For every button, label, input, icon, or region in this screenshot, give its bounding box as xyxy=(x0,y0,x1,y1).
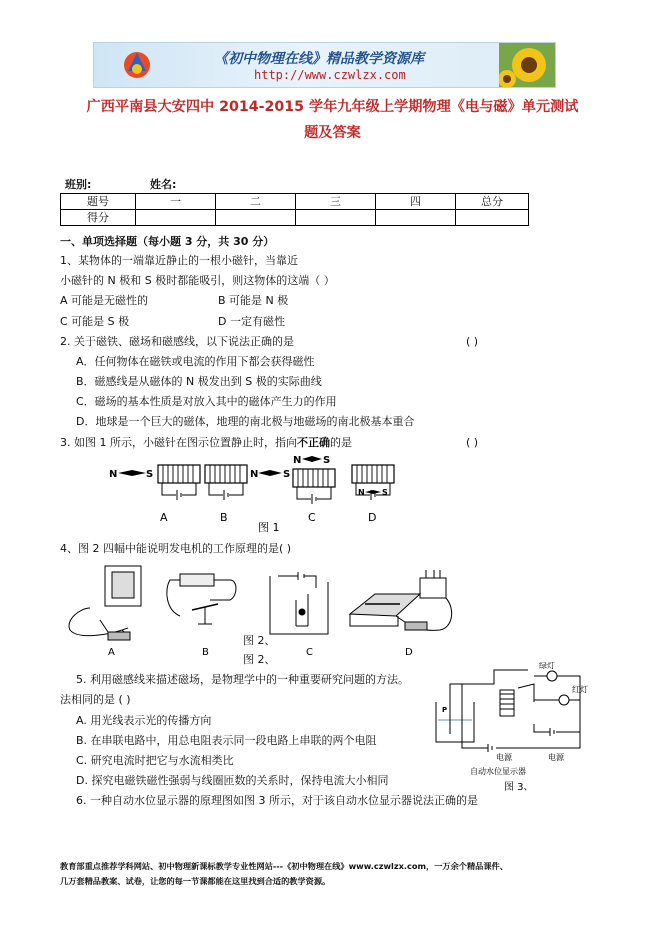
needle-s-label: S xyxy=(323,455,331,466)
figure-1 xyxy=(100,455,420,535)
green-lamp-label: 绿灯 xyxy=(539,662,555,670)
document-title xyxy=(40,94,625,146)
fig2-option-a xyxy=(69,566,141,640)
score-cell[interactable] xyxy=(216,210,296,226)
title-line-2: 题及答案 xyxy=(304,125,361,141)
site-logo-icon xyxy=(122,49,152,81)
score-cell[interactable] xyxy=(456,210,529,226)
fig2-label-b: B xyxy=(202,647,209,658)
section-heading: 一、单项选择题（每小题 3 分，共 30 分） xyxy=(60,235,275,248)
compass-needle-icon xyxy=(365,490,381,494)
needle-s-label: S xyxy=(382,488,388,497)
q1-stem-line2: 小磁针的 N 极和 S 极时都能吸引，则这物体的这端（ ） xyxy=(60,274,335,287)
q1-option-d: D 一定有磁性 xyxy=(218,315,285,328)
banner-url[interactable]: http://www.czwlzx.com xyxy=(254,68,406,82)
header-cell: 题号 xyxy=(61,194,136,210)
needle-n-label: N xyxy=(293,455,302,466)
q5-stem-line2: 法相同的是 ( ) xyxy=(60,693,131,706)
footer-line-1: 教育部重点推荐学科网站、初中物理新课标教学专业性网站---《初中物理在线》www.czwlzx.com，一万余个精品课件、 xyxy=(60,861,508,871)
q3-stem-pre: 3. 如图 1 所示，小磁针在图示位置静止时，指向 xyxy=(60,436,297,449)
q2-option-a: A．任何物体在磁铁或电流的作用下都会获得磁性 xyxy=(76,355,315,368)
red-lamp-label: 红灯 xyxy=(572,685,588,694)
needle-n-label: N xyxy=(109,469,118,480)
fig2-label-a: A xyxy=(108,647,115,658)
q4-stem: 4、图 2 四幅中能说明发电机的工作原理的是( ) xyxy=(60,542,292,555)
fig1-option-d xyxy=(352,465,394,524)
needle-n-label: N xyxy=(250,469,259,480)
q3-stem-emphasis: 不正确 xyxy=(296,436,330,449)
q2-option-b: B．磁感线是从磁体的 N 极发出到 S 极的实际曲线 xyxy=(76,375,322,388)
figure-1-caption: 图 1 xyxy=(258,521,280,534)
figure-2-caption-repeat: 图 2、 xyxy=(243,653,276,666)
header-banner xyxy=(93,42,556,88)
needle-s-label: S xyxy=(283,469,291,480)
header-cell: 一 xyxy=(136,194,216,210)
header-cell: 二 xyxy=(216,194,296,210)
fig2-label-d: D xyxy=(405,647,413,658)
needle-n-label: N xyxy=(358,488,365,497)
banner-slogan: 《初中物理在线》精品教学资源库 xyxy=(214,51,424,67)
score-cell[interactable] xyxy=(296,210,376,226)
q1-option-b: B 可能是 N 极 xyxy=(218,294,289,307)
q1-stem-line1: 1、某物体的一端靠近静止的一根小磁针，当靠近 xyxy=(60,254,298,267)
q2-answer-paren: ( ) xyxy=(466,335,479,348)
q5-stem-line1: 5. 利用磁感线来描述磁场，是物理学中的一种重要研究问题的方法。 xyxy=(76,673,409,686)
fig2-option-d xyxy=(350,570,452,630)
fig2-option-b xyxy=(167,574,236,624)
header-cell: 四 xyxy=(376,194,456,210)
q2-stem: 2. 关于磁铁、磁场和磁感线，以下说法正确的是 xyxy=(60,335,294,348)
q2-option-c: C．磁场的基本性质是对放入其中的磁体产生力的作用 xyxy=(76,395,337,408)
figure-2-caption: 图 2、 xyxy=(243,634,276,647)
title-line-1: 广西平南县大安四中 2014-2015 学年九年级上学期物理《电与磁》单元测试 xyxy=(86,99,579,115)
footer-line-2: 几万套精品教案、试卷，让您的每一节课都能在这里找到合适的教学资源。 xyxy=(60,876,331,886)
power-source-1-label: 电源 xyxy=(496,753,512,762)
figure-3 xyxy=(430,662,600,792)
fig1-option-c xyxy=(293,455,335,524)
name-label: 姓名: xyxy=(150,178,177,191)
fig1-label-d: D xyxy=(368,511,377,524)
page-footer xyxy=(60,859,508,889)
header-cell: 总分 xyxy=(456,194,529,210)
compass-needle-icon xyxy=(302,456,322,462)
q1-option-c: C 可能是 S 极 xyxy=(60,315,130,328)
q2-option-d: D．地球是一个巨大的磁体，地理的南北极与地磁场的南北极基本重合 xyxy=(76,415,415,428)
q6-stem: 6. 一种自动水位显示器的原理图如图 3 所示，对于该自动水位显示器说法正确的是 xyxy=(76,794,478,807)
fig2-option-c xyxy=(270,572,328,634)
q5-option-d: D. 探究电磁铁磁性强弱与线圈匝数的关系时，保持电流大小相同 xyxy=(76,774,389,787)
compass-needle-icon xyxy=(118,470,146,476)
class-label: 班别: xyxy=(65,178,92,191)
fig1-option-b xyxy=(205,465,290,524)
score-table-header-row xyxy=(61,194,529,210)
q5-option-c: C. 研究电流时把它与水流相类比 xyxy=(76,754,234,767)
q3-answer-paren: ( ) xyxy=(466,436,479,449)
svg-text:P: P xyxy=(442,706,448,714)
score-table-score-row xyxy=(61,210,529,226)
power-source-2-label: 电源 xyxy=(548,753,564,762)
score-cell[interactable] xyxy=(136,210,216,226)
figure-3-caption: 图 3、 xyxy=(504,782,534,792)
row-label-cell: 得分 xyxy=(61,210,136,226)
fig1-label-c: C xyxy=(308,511,316,524)
sunflower-icon xyxy=(499,43,555,87)
q5-option-a: A. 用光线表示光的传播方向 xyxy=(76,714,212,727)
header-cell: 三 xyxy=(296,194,376,210)
fig2-label-c: C xyxy=(306,647,313,658)
fig1-option-a xyxy=(109,465,200,524)
q3-stem-post: 的是 xyxy=(329,436,352,449)
q5-option-b: B. 在串联电路中，用总电阻表示同一段电路上串联的两个电阻 xyxy=(76,734,377,747)
device-name-label: 自动水位显示器 xyxy=(470,767,526,776)
compass-needle-icon xyxy=(258,470,282,476)
fig1-label-b: B xyxy=(220,511,228,524)
needle-s-label: S xyxy=(146,469,154,480)
fig1-label-a: A xyxy=(160,511,168,524)
score-table xyxy=(60,193,529,226)
score-cell[interactable] xyxy=(376,210,456,226)
q3-stem xyxy=(60,434,352,452)
q1-option-a: A 可能是无磁性的 xyxy=(60,294,149,307)
